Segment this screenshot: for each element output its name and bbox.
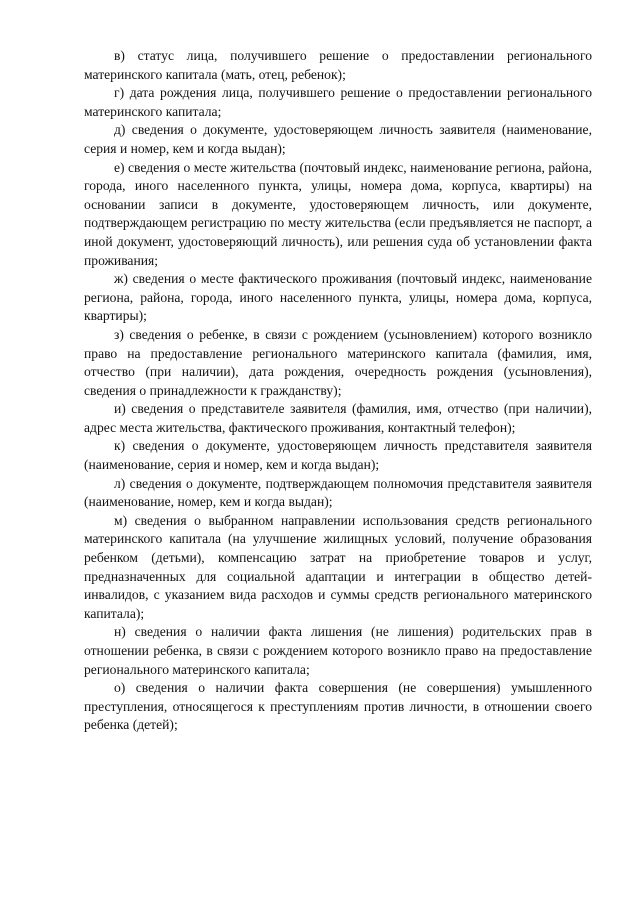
paragraph-zh: ж) сведения о месте фактического проживания (почтовый индекс, наименование региона, района, города, иного населенного пункта, улицы, номера дома, корпуса, квартиры); (84, 271, 592, 324)
paragraph-e: е) сведения о месте жительства (почтовый индекс, наименование региона, района, города, иного населенного пункта, улицы, номера дома, корпуса, квартиры) на основании записи в документе, удостоверяющем личность, или документе, подтверждающем регистрацию по месту жительства (если предъявляется не паспорт, а иной документ, удостоверяющий личность), или решения суда об установлении факта проживания; (84, 159, 592, 268)
paragraph-v: в) статус лица, получившего решение о предоставлении регионального материнского капитала (мать, отец, ребенок); (84, 48, 592, 82)
paragraph-m: м) сведения о выбранном направлении использования средств регионального материнского капитала (на улучшение жилищных условий, получение образования ребенком (детьми), компенсацию затрат на приобретение товаров и услуг, предназначенных для социальной адаптации и интеграции в общество детей-инвалидов, с указанием вида расходов и суммы средств регионального материнского капитала); (84, 512, 592, 621)
paragraph-l: л) сведения о документе, подтверждающем полномочия представителя заявителя (наименование, номер, кем и когда выдан); (84, 475, 592, 510)
document-body (84, 47, 592, 735)
paragraph-g: г) дата рождения лица, получившего решение о предоставлении регионального материнского капитала; (84, 85, 592, 119)
paragraph-d: д) сведения о документе, удостоверяющем личность заявителя (наименование, серия и номер, кем и когда выдан); (84, 122, 592, 156)
paragraph-i: и) сведения о представителе заявителя (фамилия, имя, отчество (при наличии), адрес места жительства, фактического проживания, контактный телефон); (84, 401, 592, 435)
paragraph-k: к) сведения о документе, удостоверяющем личность представителя заявителя (наименование, серия и номер, кем и когда выдан); (84, 438, 592, 473)
paragraph-z: з) сведения о ребенке, в связи с рождением (усыновлением) которого возникло право на предоставление регионального материнского капитала (фамилия, имя, отчество (при наличии), дата рождения, очередность рождения (усыновления), сведения о принадлежности к гражданству); (84, 326, 592, 398)
paragraph-o: о) сведения о наличии факта совершения (не совершения) умышленного преступления, относящегося к преступлениям против личности, в отношении своего ребенка (детей); (84, 680, 592, 733)
paragraph-n: н) сведения о наличии факта лишения (не лишения) родительских прав в отношении ребенка, в связи с рождением которого возникло право на предоставление регионального материнского капитала; (84, 624, 592, 677)
